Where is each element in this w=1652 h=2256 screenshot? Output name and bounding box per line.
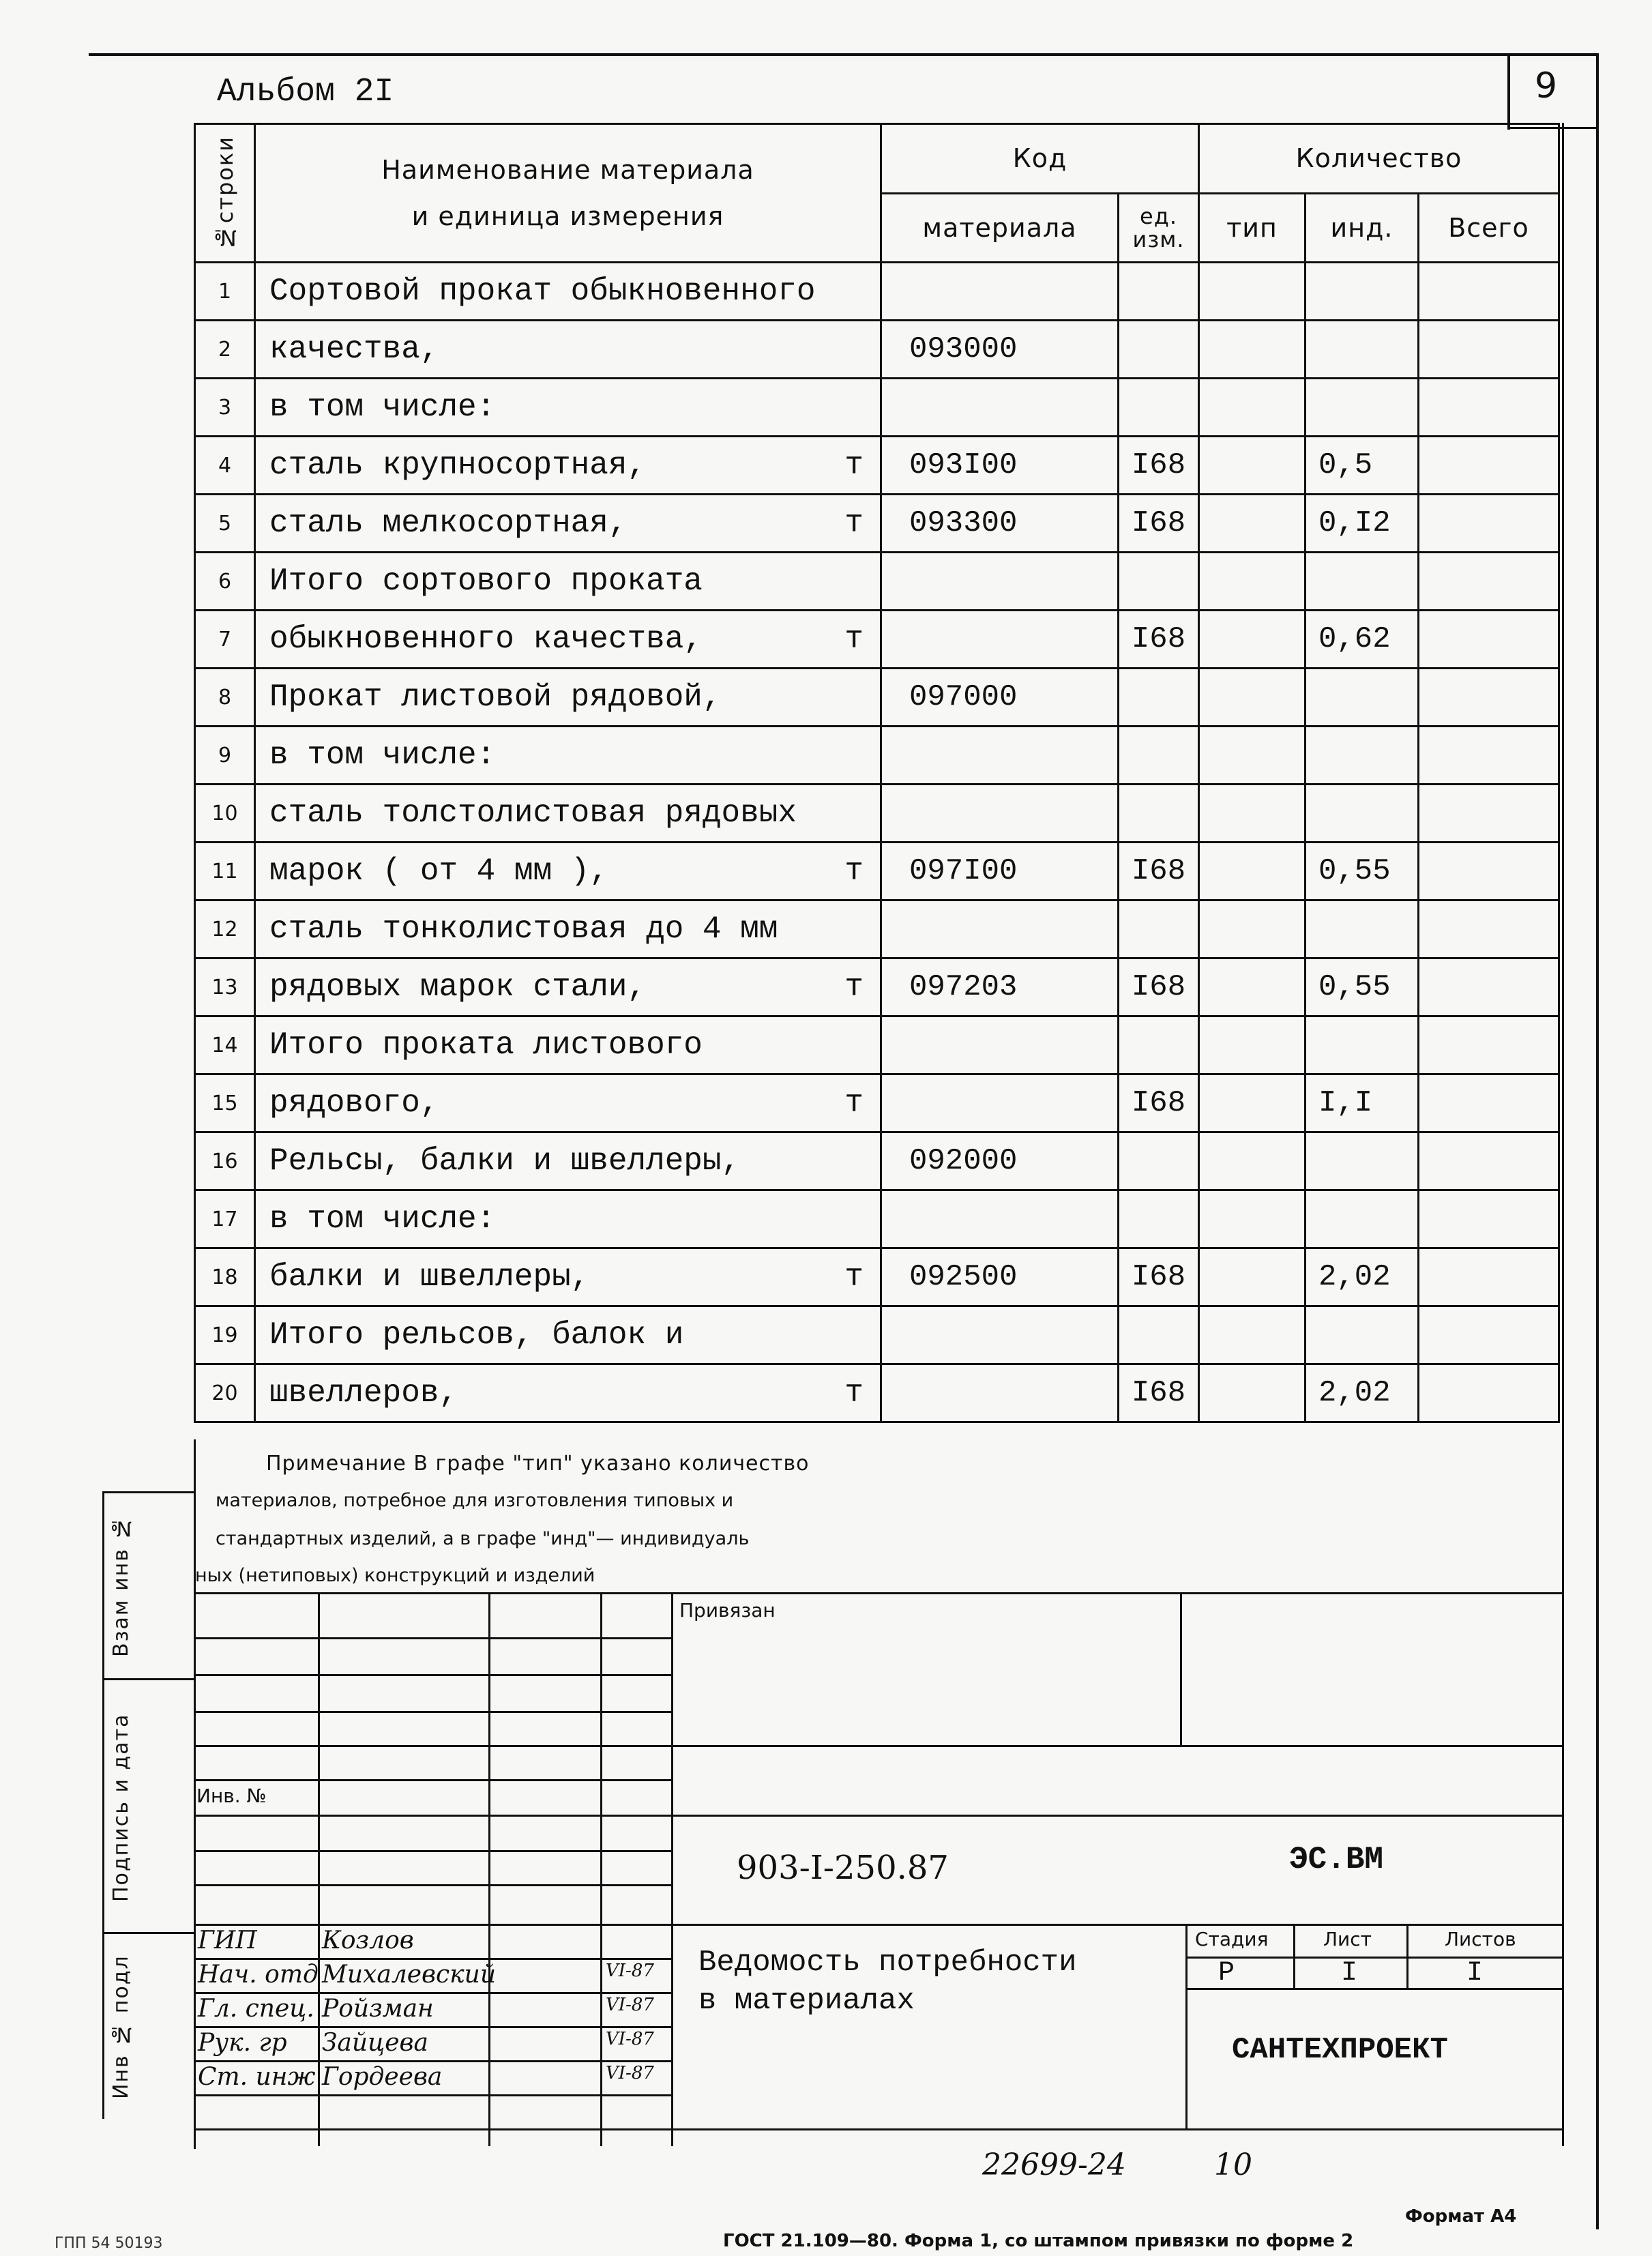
row-number: 20 — [195, 1364, 255, 1422]
side-inv-podl: Инв № подл — [109, 1954, 133, 2099]
qty-type — [1199, 1190, 1306, 1248]
row-number: 18 — [195, 1248, 255, 1306]
note-line4: ных (нетиповых) конструкций и изделий — [195, 1565, 595, 1586]
people-row-line — [194, 2026, 671, 2028]
people-row-line — [194, 1958, 671, 1960]
material-name — [255, 1306, 881, 1364]
person-role: Нач. отд — [198, 1961, 319, 1989]
material-name-text: Сортовой прокат обыкновенного — [269, 274, 816, 309]
material-name-text: Итого рельсов, балок и — [269, 1317, 684, 1353]
stage-block-col — [1406, 1924, 1408, 1989]
doc-title-line2: в материалах — [698, 1984, 915, 2018]
material-code — [881, 1306, 1119, 1364]
unit-code: I68 — [1119, 495, 1199, 553]
material-unit: т — [844, 853, 864, 889]
material-unit: т — [844, 506, 864, 541]
sheets-value: I — [1466, 1958, 1484, 1989]
side-podpis-data: Подпись и дата — [109, 1713, 133, 1903]
table-row — [195, 321, 1559, 379]
qty-type — [1199, 785, 1306, 843]
row-number: 3 — [195, 379, 255, 437]
doc-code: 903-I-250.87 — [737, 1849, 949, 1887]
qty-total — [1419, 669, 1559, 727]
person-date: VI-87 — [606, 2029, 654, 2049]
material-code — [881, 553, 1119, 611]
qty-total — [1419, 1074, 1559, 1132]
material-code: 093300 — [881, 495, 1119, 553]
material-code — [881, 1190, 1119, 1248]
qty-type — [1199, 1248, 1306, 1306]
row-number: 7 — [195, 611, 255, 669]
qty-type — [1199, 669, 1306, 727]
material-name — [255, 785, 881, 843]
qty-total — [1419, 1248, 1559, 1306]
qty-total — [1419, 321, 1559, 379]
qty-total — [1419, 1364, 1559, 1422]
material-name — [255, 1364, 881, 1422]
stamp-row-line — [194, 1924, 1563, 1926]
material-code — [881, 900, 1119, 958]
material-name — [255, 1190, 881, 1248]
header-qty-ind: инд. — [1306, 193, 1419, 263]
material-name — [255, 1132, 881, 1190]
material-code — [881, 1016, 1119, 1074]
material-name — [255, 727, 881, 785]
material-code — [881, 1074, 1119, 1132]
table-row — [195, 379, 1559, 437]
material-name-text: в том числе: — [269, 1201, 496, 1237]
qty-type — [1199, 1364, 1306, 1422]
unit-code: I68 — [1119, 1248, 1199, 1306]
material-unit: т — [844, 448, 864, 483]
frame-right-line — [1596, 53, 1599, 2229]
header-row-no: №строки — [195, 124, 255, 263]
qty-type — [1199, 495, 1306, 553]
row-number: 10 — [195, 785, 255, 843]
frame-top-line — [89, 53, 1599, 56]
qty-ind — [1306, 263, 1419, 321]
stamp-row-line — [194, 1674, 671, 1676]
material-name-text: марок ( от 4 мм ), — [269, 853, 608, 889]
person-date: VI-87 — [606, 1961, 654, 1981]
table-row — [195, 437, 1559, 495]
material-name — [255, 437, 881, 495]
stamp-row-line — [194, 1850, 671, 1852]
qty-type — [1199, 379, 1306, 437]
row-number: 17 — [195, 1190, 255, 1248]
inner-right-line — [1562, 123, 1564, 2146]
row-number: 12 — [195, 900, 255, 958]
qty-type — [1199, 263, 1306, 321]
stage-label: Стадия — [1195, 1928, 1269, 1950]
material-name — [255, 1016, 881, 1074]
qty-type — [1199, 611, 1306, 669]
qty-total — [1419, 785, 1559, 843]
qty-ind — [1306, 900, 1419, 958]
person-name: Ройзман — [322, 1995, 434, 2023]
material-name-text: рядовых марок стали, — [269, 969, 647, 1005]
unit-code: I68 — [1119, 1364, 1199, 1422]
row-number: 16 — [195, 1132, 255, 1190]
row-number: 2 — [195, 321, 255, 379]
side-strip-left — [102, 1491, 104, 2119]
stamp-row-line — [194, 1745, 1563, 1747]
qty-type — [1199, 1306, 1306, 1364]
material-code: 093I00 — [881, 437, 1119, 495]
header-code-material: материала — [881, 193, 1119, 263]
material-name-text: сталь мелкосортная, — [269, 506, 628, 541]
qty-total — [1419, 437, 1559, 495]
qty-ind: 0,62 — [1306, 611, 1419, 669]
organization: САНТЕХПРОЕКТ — [1232, 2033, 1448, 2067]
material-code: 092000 — [881, 1132, 1119, 1190]
unit-code — [1119, 321, 1199, 379]
material-code — [881, 785, 1119, 843]
table-row — [195, 785, 1559, 843]
material-name — [255, 379, 881, 437]
album-label: Альбом 2I — [217, 74, 394, 111]
qty-ind — [1306, 553, 1419, 611]
material-unit: т — [844, 621, 864, 657]
qty-type — [1199, 553, 1306, 611]
stamp-top-line — [194, 1592, 1563, 1594]
unit-code — [1119, 900, 1199, 958]
qty-total — [1419, 379, 1559, 437]
header-code-unit: ед. изм. — [1119, 193, 1199, 263]
unit-code — [1119, 553, 1199, 611]
unit-code — [1119, 785, 1199, 843]
qty-ind: 0,55 — [1306, 843, 1419, 900]
material-unit: т — [844, 1375, 864, 1411]
stamp-row-line — [194, 1779, 671, 1781]
side-strip-div1 — [102, 1678, 195, 1680]
archive-number: 22699-24 — [982, 2148, 1126, 2182]
qty-total — [1419, 611, 1559, 669]
table-row — [195, 1074, 1559, 1132]
header-qty-type: тип — [1199, 193, 1306, 263]
material-name-text: обыкновенного качества, — [269, 621, 703, 657]
row-number: 14 — [195, 1016, 255, 1074]
qty-total — [1419, 1190, 1559, 1248]
frame-left-line — [194, 1439, 196, 2149]
qty-ind — [1306, 379, 1419, 437]
qty-ind — [1306, 1306, 1419, 1364]
qty-ind — [1306, 785, 1419, 843]
material-code: 097000 — [881, 669, 1119, 727]
material-unit: т — [844, 969, 864, 1005]
qty-type — [1199, 321, 1306, 379]
unit-code — [1119, 1132, 1199, 1190]
qty-ind: 0,5 — [1306, 437, 1419, 495]
person-role: Гл. спец. — [198, 1995, 314, 2023]
material-code — [881, 379, 1119, 437]
table-row — [195, 1364, 1559, 1422]
unit-code — [1119, 669, 1199, 727]
footer-gost: ГОСТ 21.109—80. Форма 1, со штампом привязки по форме 2 — [723, 2231, 1354, 2251]
material-code — [881, 1364, 1119, 1422]
qty-total — [1419, 900, 1559, 958]
unit-code — [1119, 1306, 1199, 1364]
stamp-row-line — [194, 1815, 1563, 1817]
qty-type — [1199, 727, 1306, 785]
qty-total — [1419, 843, 1559, 900]
material-name — [255, 495, 881, 553]
qty-ind — [1306, 727, 1419, 785]
page-number: 9 — [1535, 65, 1558, 106]
stamp-row-line — [194, 1637, 671, 1639]
person-name: Гордеева — [322, 2063, 443, 2091]
unit-code: I68 — [1119, 958, 1199, 1016]
qty-type — [1199, 437, 1306, 495]
table-row — [195, 1190, 1559, 1248]
unit-code: I68 — [1119, 1074, 1199, 1132]
footer-left-code: ГПП 54 50193 — [55, 2235, 163, 2252]
material-name — [255, 611, 881, 669]
stage-value: Р — [1218, 1958, 1235, 1989]
row-number: 19 — [195, 1306, 255, 1364]
stamp-row-line — [194, 1711, 671, 1713]
material-code: 097203 — [881, 958, 1119, 1016]
stage-block-line — [1185, 1988, 1563, 1990]
row-number: 15 — [195, 1074, 255, 1132]
unit-code — [1119, 1190, 1199, 1248]
qty-total — [1419, 1016, 1559, 1074]
material-name — [255, 263, 881, 321]
table-row — [195, 1248, 1559, 1306]
material-name-text: сталь тонколистовая до 4 мм — [269, 911, 778, 947]
format-label: Формат А4 — [1405, 2206, 1517, 2227]
material-name-text: Прокат листовой рядовой, — [269, 679, 722, 715]
header-name-line2: и единица измерения — [411, 201, 724, 231]
stamp-col-line — [488, 1592, 490, 2146]
table-row — [195, 669, 1559, 727]
material-name-text: швеллеров, — [269, 1375, 458, 1411]
material-name-text: сталь толстолистовая рядовых — [269, 795, 797, 831]
archive-page: 10 — [1214, 2148, 1252, 2182]
qty-ind: 2,02 — [1306, 1248, 1419, 1306]
stage-block-line — [1185, 1957, 1563, 1959]
unit-code: I68 — [1119, 611, 1199, 669]
material-name-text: сталь крупносортная, — [269, 448, 647, 483]
sheet-value: I — [1341, 1958, 1358, 1989]
qty-total — [1419, 958, 1559, 1016]
sheets-label: Листов — [1445, 1928, 1516, 1950]
material-name-text: Итого сортового проката — [269, 563, 703, 599]
stamp-bottom-line — [194, 2128, 1563, 2130]
page-number-box-left — [1507, 53, 1510, 130]
qty-ind — [1306, 1190, 1419, 1248]
material-name-text: рядового, — [269, 1085, 439, 1121]
material-name — [255, 321, 881, 379]
material-name — [255, 669, 881, 727]
material-name-text: в том числе: — [269, 390, 496, 425]
qty-type — [1199, 900, 1306, 958]
note-line2: материалов, потребное для изготовления типовых и — [216, 1490, 734, 1511]
material-code — [881, 263, 1119, 321]
header-code-group: Код — [881, 124, 1199, 194]
sheet-label: Лист — [1323, 1928, 1372, 1950]
row-number: 11 — [195, 843, 255, 900]
person-name: Козлов — [322, 1927, 414, 1954]
table-row — [195, 1132, 1559, 1190]
table-row — [195, 553, 1559, 611]
inv-no-label: Инв. № — [196, 1785, 267, 1807]
qty-total — [1419, 263, 1559, 321]
row-number: 6 — [195, 553, 255, 611]
material-name — [255, 843, 881, 900]
qty-type — [1199, 1016, 1306, 1074]
row-number: 9 — [195, 727, 255, 785]
material-name-text: Итого проката листового — [269, 1027, 703, 1063]
row-number: 8 — [195, 669, 255, 727]
header-qty-total: Всего — [1419, 193, 1559, 263]
row-number: 5 — [195, 495, 255, 553]
qty-type — [1199, 843, 1306, 900]
note-line3: стандартных изделий, а в графе "инд"— индивидуаль — [216, 1528, 750, 1549]
header-name-line1: Наименование материала — [381, 155, 754, 185]
people-row-line — [194, 2060, 671, 2062]
row-number: 13 — [195, 958, 255, 1016]
qty-total — [1419, 1306, 1559, 1364]
unit-code — [1119, 727, 1199, 785]
material-code — [881, 727, 1119, 785]
table-row — [195, 843, 1559, 900]
person-role: Ст. инж — [198, 2063, 316, 2091]
material-name-text: качества, — [269, 332, 439, 367]
material-name-text: балки и швеллеры, — [269, 1259, 590, 1295]
qty-type — [1199, 958, 1306, 1016]
material-code — [881, 611, 1119, 669]
table-row — [195, 495, 1559, 553]
stamp-col-line — [600, 1592, 602, 2146]
person-role: ГИП — [198, 1927, 257, 1954]
qty-ind: 0,I2 — [1306, 495, 1419, 553]
material-unit: т — [844, 1259, 864, 1295]
material-name — [255, 553, 881, 611]
qty-ind: 0,55 — [1306, 958, 1419, 1016]
row-number: 1 — [195, 263, 255, 321]
table-row — [195, 1306, 1559, 1364]
qty-total — [1419, 727, 1559, 785]
people-row-line — [194, 2094, 671, 2096]
person-role: Рук. гр — [198, 2029, 287, 2057]
side-strip-div2 — [102, 1932, 195, 1934]
header-qty-group: Количество — [1199, 124, 1559, 194]
unit-code — [1119, 263, 1199, 321]
table-row — [195, 900, 1559, 958]
material-code: 093000 — [881, 321, 1119, 379]
table-row — [195, 263, 1559, 321]
stamp-col-line — [671, 1592, 673, 2146]
qty-total — [1419, 553, 1559, 611]
person-name: Зайцева — [322, 2029, 428, 2057]
stage-block-left — [1185, 1924, 1188, 2128]
stamp-col-line — [318, 1592, 320, 2146]
doc-title-line1: Ведомость потребности — [698, 1946, 1077, 1980]
unit-code: I68 — [1119, 843, 1199, 900]
stage-block-col — [1293, 1924, 1295, 1989]
privyazan-label: Привязан — [679, 1599, 776, 1622]
stamp-row-line — [194, 1884, 671, 1886]
qty-total — [1419, 495, 1559, 553]
person-date: VI-87 — [606, 1995, 654, 2015]
note-line1: Примечание В графе "тип" указано количество — [266, 1452, 810, 1476]
material-name-text: в том числе: — [269, 737, 496, 773]
header-name — [255, 124, 881, 263]
material-name — [255, 958, 881, 1016]
qty-ind: 2,02 — [1306, 1364, 1419, 1422]
material-name — [255, 1074, 881, 1132]
material-name — [255, 900, 881, 958]
stamp-col-line — [1180, 1592, 1182, 1746]
people-row-line — [194, 1992, 671, 1994]
qty-ind — [1306, 321, 1419, 379]
material-name — [255, 1248, 881, 1306]
table-row — [195, 727, 1559, 785]
table-row — [195, 958, 1559, 1016]
unit-code — [1119, 379, 1199, 437]
qty-type — [1199, 1074, 1306, 1132]
unit-code — [1119, 1016, 1199, 1074]
table-row — [195, 1016, 1559, 1074]
materials-table — [194, 123, 1560, 1423]
material-code: 097I00 — [881, 843, 1119, 900]
qty-ind — [1306, 1016, 1419, 1074]
table-row — [195, 611, 1559, 669]
person-name: Михалевский — [322, 1961, 497, 1989]
material-unit: т — [844, 1085, 864, 1121]
person-date: VI-87 — [606, 2063, 654, 2083]
material-name-text: Рельсы, балки и швеллеры, — [269, 1143, 741, 1179]
qty-ind — [1306, 669, 1419, 727]
qty-ind: I,I — [1306, 1074, 1419, 1132]
qty-ind — [1306, 1132, 1419, 1190]
material-code: 092500 — [881, 1248, 1119, 1306]
qty-total — [1419, 1132, 1559, 1190]
doc-mark: ЭС.ВМ — [1289, 1842, 1384, 1877]
side-strip-top — [102, 1491, 195, 1493]
qty-type — [1199, 1132, 1306, 1190]
side-vzam-inv: Взам инв № — [109, 1514, 133, 1658]
row-number: 4 — [195, 437, 255, 495]
unit-code: I68 — [1119, 437, 1199, 495]
